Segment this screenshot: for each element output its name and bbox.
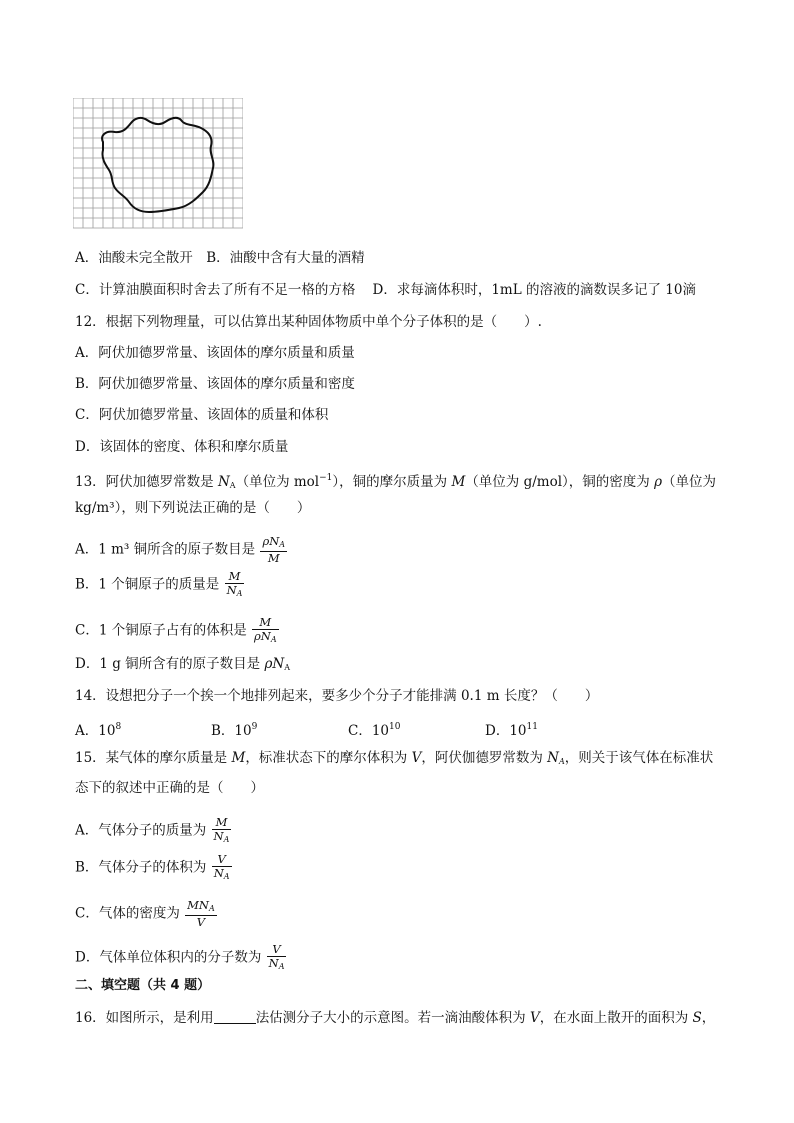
q16-stem: 16．如图所示，是利用 法估测分子大小的示意图。若一滴油酸体积为 V，在水面上散开的面积为 S， [75, 1010, 716, 1026]
q13-stem-line2: kg/m³），则下列说法正确的是（ ） [75, 500, 311, 516]
q12-option-d: D．该固体的密度、体积和摩尔质量 [75, 439, 289, 455]
fraction: $\frac{M}{N_A}$ [213, 815, 230, 844]
q11-option-cd [75, 281, 696, 299]
q15-option-c: C．气体的密度为 $\frac{MN_A}{V}$ [75, 898, 215, 929]
q15-option-a: A．气体分子的质量为 $\frac{M}{N_A}$ [75, 815, 230, 844]
fraction: $\frac{M}{N_A}$ [226, 569, 243, 598]
q12-stem: 12．根据下列物理量，可以估算出某种固体物质中单个分子体积的是（ ）. [75, 314, 542, 330]
q12-option-c: C．阿伏加德罗常量、该固体的质量和体积 [75, 407, 329, 423]
q12-option-b: B．阿伏加德罗常量、该固体的摩尔质量和密度 [75, 376, 355, 392]
section-heading-fill-in: 二、填空题（共 4 题） [75, 978, 211, 993]
q13-option-c: C．1 个铜原子占有的体积是 $\frac{M}{\rho N_A}$ [75, 615, 277, 644]
fraction: $\frac{MN_A}{V}$ [187, 898, 215, 929]
answer-blank [214, 1009, 256, 1024]
q14-option-c: C．$10^{10}$ [348, 722, 401, 739]
q11-option-d: D．求每滴体积时，1mL 的溶液的滴数误多记了 10滴 [372, 282, 696, 298]
fraction: $\frac{V}{N_A}$ [268, 942, 285, 971]
q15-option-d: D．气体单位体积内的分子数为 $\frac{V}{N_A}$ [75, 942, 285, 971]
q14-option-d: D．$10^{11}$ [485, 722, 538, 739]
q15-stem-line2: 态下的叙述中正确的是（ ） [75, 780, 264, 796]
q15-option-b: B．气体分子的体积为 $\frac{V}{N_A}$ [75, 852, 230, 881]
q13-option-a: A．1 m³ 铜所含的原子数目是 $\frac{\rho N_A}{M}$ [75, 534, 286, 565]
fraction: $\frac{\rho N_A}{M}$ [262, 534, 286, 565]
q14-option-a: A．$10^8$ [75, 722, 122, 739]
q14-stem: 14．设想把分子一个挨一个地排列起来，要多少个分子才能排满 0.1 m 长度？（ ） [75, 688, 599, 704]
oil-film-grid-figure [73, 98, 243, 234]
q13-option-b: B．1 个铜原子的质量是 $\frac{M}{N_A}$ [75, 569, 243, 598]
q15-stem: 15．某气体的摩尔质量是 M，标准状态下的摩尔体积为 V，阿伏伽德罗常数为 $N_A$，则关于该气体在标准状 [75, 750, 714, 766]
q13-stem: 13．阿伏加德罗常数是 $N_A$（单位为 mol$^{-1}$），铜的摩尔质量为 M（单位为 g/mol），铜的密度为 ρ（单位为 [75, 473, 716, 490]
fraction: $\frac{V}{N_A}$ [213, 852, 230, 881]
q11-option-c: C．计算油膜面积时舍去了所有不足一格的方格 [75, 282, 356, 298]
fraction: $\frac{M}{\rho N_A}$ [254, 615, 277, 644]
q12-option-a: A．阿伏加德罗常量、该固体的摩尔质量和质量 [75, 345, 355, 361]
q14-option-b: B．$10^9$ [211, 722, 258, 739]
q13-option-d: D．1 g 铜所含有的原子数目是 $\rho N_A$ [75, 656, 290, 672]
q11-option-ab: A．油酸未完全散开 B．油酸中含有大量的酒精 [75, 250, 365, 266]
